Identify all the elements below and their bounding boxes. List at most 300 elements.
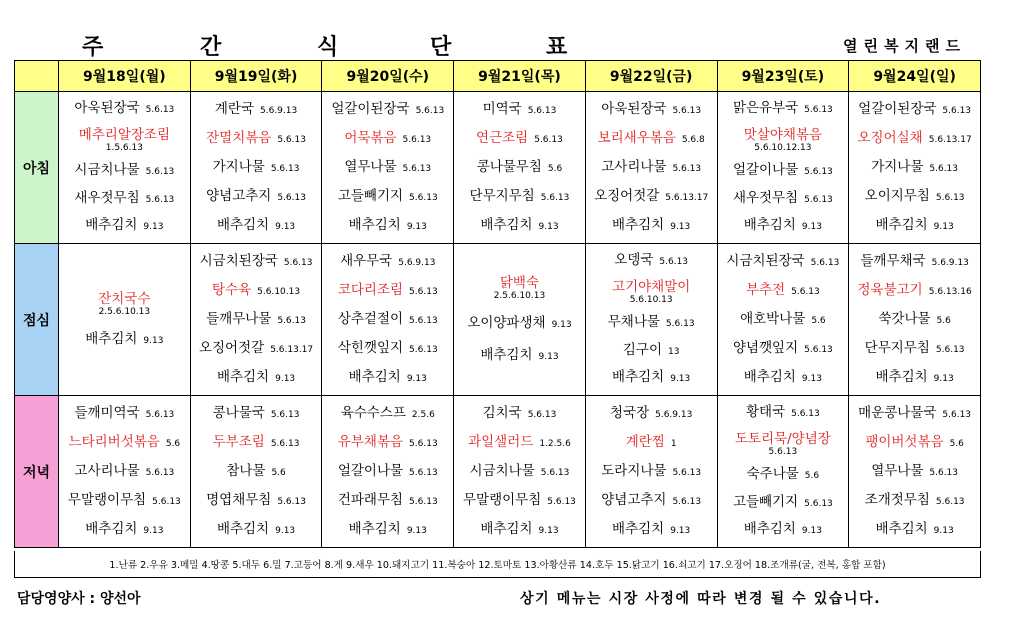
allergy-codes: 9.13	[538, 351, 559, 362]
dish-name: 배추김치	[480, 520, 533, 537]
allergy-codes: 5.6	[547, 163, 563, 174]
allergy-codes: 5.6.13	[540, 467, 570, 478]
dish-name: 김구이	[622, 341, 662, 358]
allergy-codes: 9.13	[933, 221, 954, 232]
menu-cell-content	[322, 244, 453, 395]
menu-cell	[585, 92, 717, 244]
main-dish	[720, 127, 847, 153]
menu-cell	[454, 396, 586, 548]
menu-cell-content	[59, 396, 190, 547]
main-dish	[193, 130, 320, 148]
allergy-codes: 5.6.13	[409, 438, 438, 449]
dish	[324, 492, 451, 510]
dish-name: 시금치된장국	[726, 252, 805, 269]
dish-name: 잔멸치볶음	[206, 129, 272, 146]
title-char-1: 주	[82, 35, 104, 60]
dish	[324, 311, 451, 329]
dish	[324, 159, 451, 177]
main-dish	[588, 279, 715, 305]
menu-cell	[59, 92, 191, 244]
dish	[851, 463, 978, 481]
dish	[720, 311, 847, 329]
menu-cell	[59, 396, 191, 548]
allergy-codes: 9.13	[801, 373, 822, 384]
allergy-codes: 5.6.13	[277, 315, 306, 326]
dish-name: 두부조림	[212, 433, 265, 450]
dish-name: 오징어실채	[857, 129, 923, 146]
dish-name: 양념고추지	[601, 491, 667, 508]
dish	[588, 314, 715, 332]
allergy-codes: 5.6.10.13	[629, 295, 673, 306]
menu-cell-content	[454, 92, 585, 243]
dish-name: 배추김치	[743, 521, 796, 538]
dish	[324, 188, 451, 206]
dish	[456, 347, 583, 365]
dish	[720, 253, 847, 271]
allergy-codes: 9.13	[933, 373, 954, 384]
dish-name: 가지나물	[212, 158, 265, 175]
allergy-codes: 5.6.13	[409, 315, 438, 326]
dish-name: 배추김치	[612, 216, 665, 233]
dish-name: 열무나물	[344, 158, 397, 175]
allergy-codes: 9.13	[275, 373, 296, 384]
allergy-codes: 5.6	[271, 467, 286, 478]
dish-name: 매운콩나물국	[858, 404, 937, 421]
dish-name: 맛살야채볶음	[743, 127, 822, 144]
dish-name: 배추김치	[348, 216, 401, 233]
menu-cell	[585, 396, 717, 548]
dish	[193, 253, 320, 271]
allergy-codes: 2.5.6.10.13	[98, 306, 151, 317]
dish	[851, 369, 978, 387]
allergy-codes: 5.6.13	[527, 105, 557, 116]
allergy-codes: 9.13	[406, 525, 427, 536]
menu-cell	[717, 92, 849, 244]
dish-name: 콩나물국	[212, 404, 265, 421]
dish-name: 고들빼기지	[732, 493, 799, 510]
dish-name: 삭힌깻잎지	[337, 339, 404, 356]
dish	[588, 492, 715, 510]
dish-name: 느타리버섯볶음	[68, 433, 160, 450]
title-char-3: 식	[317, 35, 339, 60]
allergy-codes: 9.13	[801, 222, 822, 233]
dish	[193, 405, 320, 423]
allergy-codes: 5.6.13	[935, 344, 965, 355]
main-dish	[324, 434, 451, 452]
menu-cell	[717, 396, 849, 548]
dish-name: 배추김치	[875, 368, 928, 385]
allergy-codes: 5.6.13.17	[270, 344, 314, 355]
dish-name: 도토리묵/양념장	[734, 431, 831, 448]
main-dish	[193, 282, 320, 300]
allergy-codes: 9.13	[551, 319, 572, 330]
dish-name: 오이지무침	[864, 187, 930, 204]
dish-name: 계란국	[214, 100, 254, 117]
main-dish	[720, 431, 847, 457]
dietitian-label: 담당영양사 : 양선아	[17, 591, 141, 607]
main-dish	[456, 434, 583, 452]
dish	[193, 463, 320, 481]
day-header: 9월19일(화)	[190, 61, 322, 92]
dish	[588, 252, 715, 270]
dish	[456, 521, 583, 539]
dish	[61, 100, 188, 118]
allergy-codes: 5.6.13	[277, 496, 306, 507]
dish-name: 쑥갓나물	[878, 310, 931, 327]
dish	[588, 521, 715, 539]
dish	[193, 492, 320, 510]
menu-change-notice: 상기 메뉴는 시장 사정에 따라 변경 될 수 있습니다.	[520, 591, 882, 607]
allergy-codes: 5.6.13	[409, 192, 438, 203]
dish-name: 무말랭이무침	[463, 491, 542, 508]
allergy-codes: 2.5.6.10.13	[493, 290, 546, 301]
allergy-legend: 1.난류 2.우유 3.메밀 4.땅콩 5.대두 6.밀 7.고등어 8.게 9.새우 10.돼지고기 11.복숭아 12.토마토 13.아황산류 14.호두 15.닭고기 16.쇠고기 17.오징어 18.조개류(굴, 전복, 홍합 포함)	[14, 551, 981, 578]
allergy-codes: 5.6.8	[681, 134, 705, 145]
dish	[588, 101, 715, 119]
dish	[456, 217, 583, 235]
dish-name: 들깨무나물	[206, 310, 272, 327]
dish-name: 양념고추지	[206, 187, 272, 204]
dish	[588, 342, 715, 360]
allergy-codes: 1	[670, 438, 677, 449]
dish	[588, 159, 715, 177]
corner-cell	[15, 61, 59, 92]
dish	[851, 101, 978, 119]
dish-name: 아욱된장국	[74, 99, 140, 116]
menu-cell	[322, 244, 454, 396]
dish	[193, 159, 320, 177]
dish	[456, 315, 583, 333]
menu-cell-content	[59, 244, 190, 395]
menu-cell-content	[849, 396, 980, 547]
dish-name: 얼갈이된장국	[331, 100, 410, 117]
dish	[851, 521, 978, 539]
main-dish	[61, 127, 188, 153]
allergy-codes: 5.6.13	[145, 467, 175, 478]
dish	[851, 159, 978, 177]
menu-cell	[59, 244, 191, 396]
dish-name: 미역국	[482, 100, 522, 117]
allergy-codes: 9.13	[406, 373, 427, 384]
allergy-codes: 5.6	[165, 438, 181, 449]
dish-name: 양념깻잎지	[732, 339, 799, 356]
allergy-codes: 5.6.9.13	[260, 105, 298, 116]
dish-name: 배추김치	[875, 520, 928, 537]
allergy-codes: 5.6.13	[409, 496, 438, 507]
allergy-codes: 5.6.13	[152, 496, 181, 507]
dish-name: 무말랭이무침	[67, 491, 147, 508]
dish-name: 청국장	[609, 404, 650, 421]
dish	[588, 405, 715, 423]
allergy-codes: 5.6.13	[547, 496, 576, 507]
dish	[588, 463, 715, 481]
dish-name: 오이양파생채	[467, 314, 546, 331]
allergy-codes: 5.6.9.13	[398, 257, 436, 268]
day-header: 9월22일(금)	[585, 61, 717, 92]
dish	[456, 188, 583, 206]
dish-name: 애호박나물	[740, 310, 806, 327]
dish	[720, 100, 847, 118]
menu-cell	[190, 92, 322, 244]
main-dish	[324, 130, 451, 148]
dish-name: 오뎅국	[614, 251, 654, 268]
allergy-codes: 5.6.13	[768, 447, 798, 458]
dish	[61, 463, 188, 481]
dish-name: 배추김치	[612, 520, 665, 537]
menu-cell-content	[191, 92, 322, 243]
menu-cell-content	[586, 244, 717, 395]
dish	[851, 217, 978, 235]
dish-name: 배추김치	[85, 520, 138, 537]
allergy-codes: 9.13	[275, 221, 296, 232]
allergy-codes: 5.6.13	[402, 134, 432, 145]
dish	[61, 217, 188, 235]
allergy-codes: 5.6.13	[409, 467, 438, 478]
dish-name: 시금치나물	[469, 462, 535, 479]
dish	[193, 340, 320, 358]
allergy-codes: 5.6.13	[527, 409, 557, 420]
menu-cell	[585, 244, 717, 396]
allergy-codes: 9.13	[670, 221, 691, 232]
allergy-codes: 9.13	[275, 525, 296, 536]
dish-name: 얼갈이나물	[337, 462, 404, 479]
menu-cell-content	[59, 92, 190, 243]
main-dish	[193, 434, 320, 452]
allergy-codes: 5.6.13	[791, 408, 820, 419]
dish	[61, 405, 188, 423]
allergy-codes: 5.6.13	[409, 286, 438, 297]
dish	[61, 492, 188, 510]
dish-name: 아욱된장국	[601, 100, 667, 117]
allergy-codes: 5.6.13	[804, 194, 833, 205]
dish-name: 어묵볶음	[344, 129, 397, 146]
allergy-codes: 5.6.13	[672, 467, 702, 478]
dish-name: 새우젓무침	[732, 189, 799, 206]
day-header-row	[15, 61, 981, 92]
dish-name: 배추김치	[216, 368, 270, 385]
dish	[193, 521, 320, 539]
dish-name: 잔치국수	[98, 290, 151, 307]
allergy-codes: 5.6.13	[534, 134, 563, 145]
dish-name: 참나물	[226, 462, 266, 479]
allergy-codes: 5.6	[804, 471, 820, 482]
dish	[720, 162, 847, 180]
dish	[456, 463, 583, 481]
dish	[456, 492, 583, 510]
dish	[193, 101, 320, 119]
main-dish	[456, 275, 583, 301]
dinner-row	[15, 396, 981, 548]
allergy-codes: 9.13	[538, 525, 559, 536]
allergy-codes: 1.5.6.13	[105, 143, 143, 154]
allergy-codes: 13	[668, 346, 680, 357]
dish-name: 황태국	[745, 403, 786, 420]
dish	[61, 162, 188, 180]
allergy-codes: 5.6.13.17	[665, 192, 709, 203]
breakfast-row	[15, 92, 981, 244]
dish-name: 조개젓무침	[864, 491, 930, 508]
allergy-codes: 5.6.13	[270, 163, 300, 174]
menu-cell	[849, 396, 981, 548]
menu-cell	[849, 92, 981, 244]
dish-name: 부추전	[745, 281, 786, 298]
allergy-codes: 5.6.13	[270, 438, 300, 449]
dish-name: 김치국	[482, 404, 522, 421]
dish	[456, 405, 583, 423]
dish	[324, 340, 451, 358]
menu-cell-content	[191, 244, 322, 395]
dish-name: 과일샐러드	[468, 433, 534, 450]
dish-name: 단무지무침	[864, 339, 930, 356]
meal-label-lunch: 점심	[15, 244, 59, 396]
dish	[720, 494, 847, 512]
day-header: 9월20일(수)	[322, 61, 454, 92]
lunch-row	[15, 244, 981, 396]
dish-name: 새우무국	[340, 252, 393, 269]
dish-name: 계란찜	[625, 433, 665, 450]
dish	[851, 405, 978, 423]
menu-cell-content	[191, 396, 322, 547]
dish-name: 들깨무채국	[860, 252, 926, 269]
dish-name: 숙주나물	[746, 466, 799, 483]
dish-name: 열무나물	[871, 462, 924, 479]
dish-name: 배추김치	[216, 520, 270, 537]
dish-name: 건파래무침	[337, 491, 404, 508]
menu-cell	[190, 396, 322, 548]
dish	[193, 311, 320, 329]
allergy-codes: 5.6.13	[810, 257, 840, 268]
dish	[851, 253, 978, 271]
dish-name: 배추김치	[480, 346, 533, 363]
allergy-codes: 5.6.13	[665, 319, 695, 330]
dish	[193, 188, 320, 206]
allergy-codes: 5.6	[936, 315, 951, 326]
allergy-codes: 5.6.13	[791, 286, 820, 297]
dish	[720, 404, 847, 422]
allergy-codes: 1.2.5.6	[539, 438, 571, 449]
allergy-codes: 9.13	[801, 526, 822, 537]
dish	[720, 190, 847, 208]
dish-name: 얼갈이된장국	[858, 100, 937, 117]
dish-name: 무채나물	[607, 314, 660, 331]
menu-cell-content	[454, 396, 585, 547]
title-char-5: 표	[546, 35, 568, 60]
day-header: 9월23일(토)	[717, 61, 849, 92]
dish-name: 명엽채무침	[206, 491, 272, 508]
main-dish	[851, 282, 978, 300]
allergy-codes: 5.6.13.16	[928, 286, 972, 297]
dish	[324, 217, 451, 235]
title-row	[0, 0, 1014, 60]
day-header: 9월18일(월)	[59, 61, 191, 92]
meal-label-dinner: 저녁	[15, 396, 59, 548]
allergy-codes: 9.13	[143, 335, 164, 346]
dish	[851, 492, 978, 510]
dish	[588, 369, 715, 387]
meal-label-breakfast: 아침	[15, 92, 59, 244]
allergy-codes: 5.6.13	[145, 104, 175, 115]
menu-cell	[849, 244, 981, 396]
allergy-codes: 9.13	[406, 221, 427, 232]
dish	[193, 217, 320, 235]
dish-name: 코다리조림	[337, 281, 404, 298]
dish-name: 가지나물	[871, 158, 924, 175]
allergy-codes: 9.13	[933, 525, 954, 536]
allergy-codes: 5.6.13	[409, 344, 438, 355]
allergy-codes: 5.6.13	[942, 409, 972, 420]
dish-name: 배추김치	[85, 330, 138, 347]
dish-name: 시금치나물	[74, 162, 140, 179]
dish-name: 정육불고기	[857, 281, 923, 298]
main-dish	[61, 291, 188, 317]
allergy-codes: 9.13	[670, 525, 691, 536]
allergy-codes: 5.6.13	[415, 105, 445, 116]
dish	[324, 369, 451, 387]
dish	[720, 466, 847, 484]
dish-name: 닭백숙	[499, 274, 540, 291]
allergy-codes: 5.6.13	[145, 167, 175, 178]
dish	[324, 405, 451, 423]
menu-cell-content	[718, 92, 849, 243]
allergy-codes: 5.6	[811, 315, 826, 326]
allergy-codes: 5.6.13	[145, 409, 175, 420]
allergy-codes: 9.13	[143, 222, 164, 233]
dish	[851, 340, 978, 358]
day-header: 9월24일(일)	[849, 61, 981, 92]
dish-name: 배추김치	[743, 217, 796, 234]
org-name: 열린복지랜드	[843, 37, 966, 55]
menu-cell-content	[849, 244, 980, 395]
allergy-codes: 5.6.13	[804, 167, 833, 178]
dish-name: 배추김치	[348, 520, 401, 537]
allergy-codes: 5.6.13	[935, 192, 965, 203]
allergy-codes: 5.6.13	[270, 409, 300, 420]
allergy-codes: 5.6.13	[942, 105, 972, 116]
dish	[720, 521, 847, 539]
dish	[61, 190, 188, 208]
dish-name: 보리새우볶음	[597, 129, 676, 146]
dish-name: 배추김치	[743, 368, 796, 385]
menu-cell	[322, 396, 454, 548]
dish-name: 탕수육	[212, 281, 252, 298]
menu-cell-content	[718, 244, 849, 395]
dish	[851, 188, 978, 206]
allergy-codes: 5.6.9.13	[655, 409, 693, 420]
allergy-codes: 5.6.13	[929, 163, 959, 174]
main-dish	[851, 434, 978, 452]
dish-name: 상추겉절이	[337, 310, 404, 327]
dish-name: 고사리나물	[74, 462, 140, 479]
dish	[720, 340, 847, 358]
dish-name: 배추김치	[875, 216, 928, 233]
dish-name: 고기야채말이	[612, 279, 691, 296]
allergy-codes: 5.6.13	[283, 257, 313, 268]
allergy-codes: 5.6.13	[929, 467, 959, 478]
dish-name: 육수수스프	[340, 404, 406, 421]
allergy-codes: 5.6.13	[540, 192, 570, 203]
allergy-codes: 5.6.13	[804, 104, 833, 115]
allergy-codes: 5.6.13	[804, 498, 833, 509]
dish	[324, 521, 451, 539]
dish-name: 도라지나물	[601, 462, 667, 479]
dish-name: 시금치된장국	[199, 252, 278, 269]
dish-name: 배추김치	[216, 216, 270, 233]
dish	[588, 188, 715, 206]
allergy-codes: 5.6.9.13	[931, 257, 969, 268]
main-dish	[851, 130, 978, 148]
allergy-codes: 5.6.13	[145, 194, 175, 205]
dish-name: 유부채볶음	[337, 433, 404, 450]
